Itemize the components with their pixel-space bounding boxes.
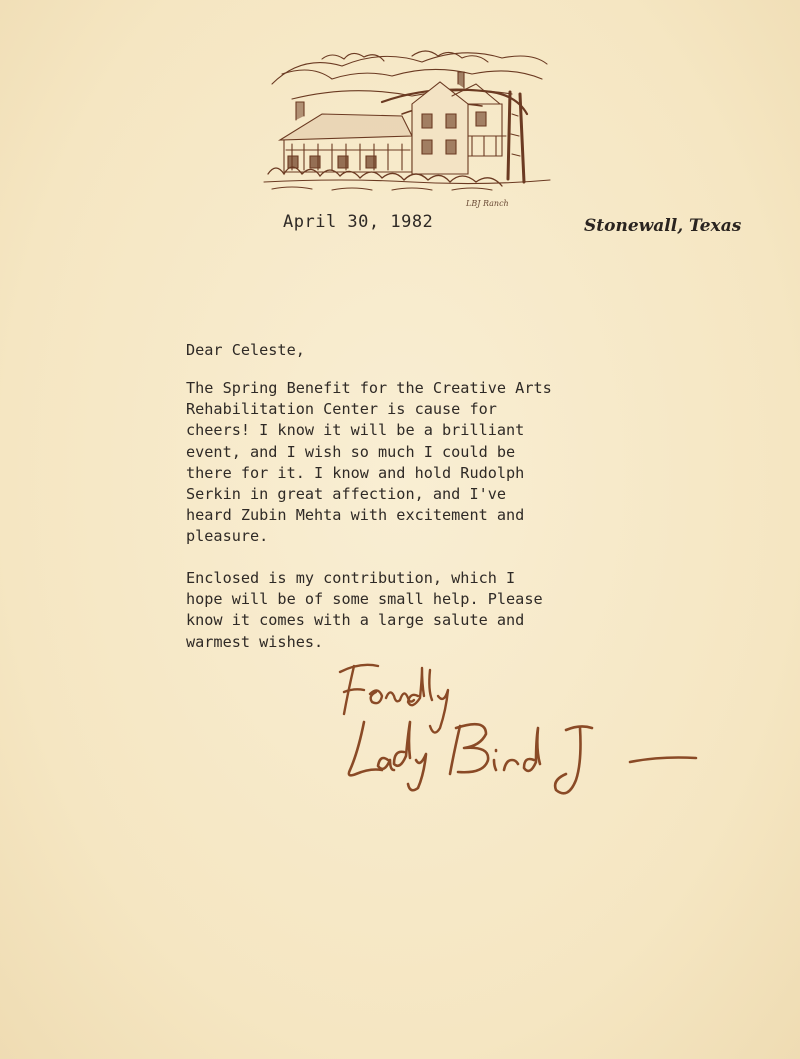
letter-date: April 30, 1982	[283, 212, 434, 232]
ranch-house-illustration	[262, 44, 552, 194]
ranch-caption: LBJ Ranch	[466, 199, 509, 208]
handwritten-signature	[330, 652, 720, 812]
paragraph-1: The Spring Benefit for the Creative Arts Rehabilitation Center is cause for cheers! I know it will be a brilliant event, and I wish so much I could be there for it. I know and hold Rudolph Serkin in great affection, and I've heard Zubin Mehta with excitement and pleasure.	[186, 379, 552, 546]
signature-name	[349, 722, 696, 793]
salutation: Dear Celeste,	[186, 341, 305, 359]
letterhead-place: Stonewall, Texas	[584, 216, 742, 236]
paragraph-2: Enclosed is my contribution, which I hope will be of some small help. Please know it comes with a large salute and warmest wishes.	[186, 569, 543, 651]
closing-fondly	[340, 665, 448, 733]
